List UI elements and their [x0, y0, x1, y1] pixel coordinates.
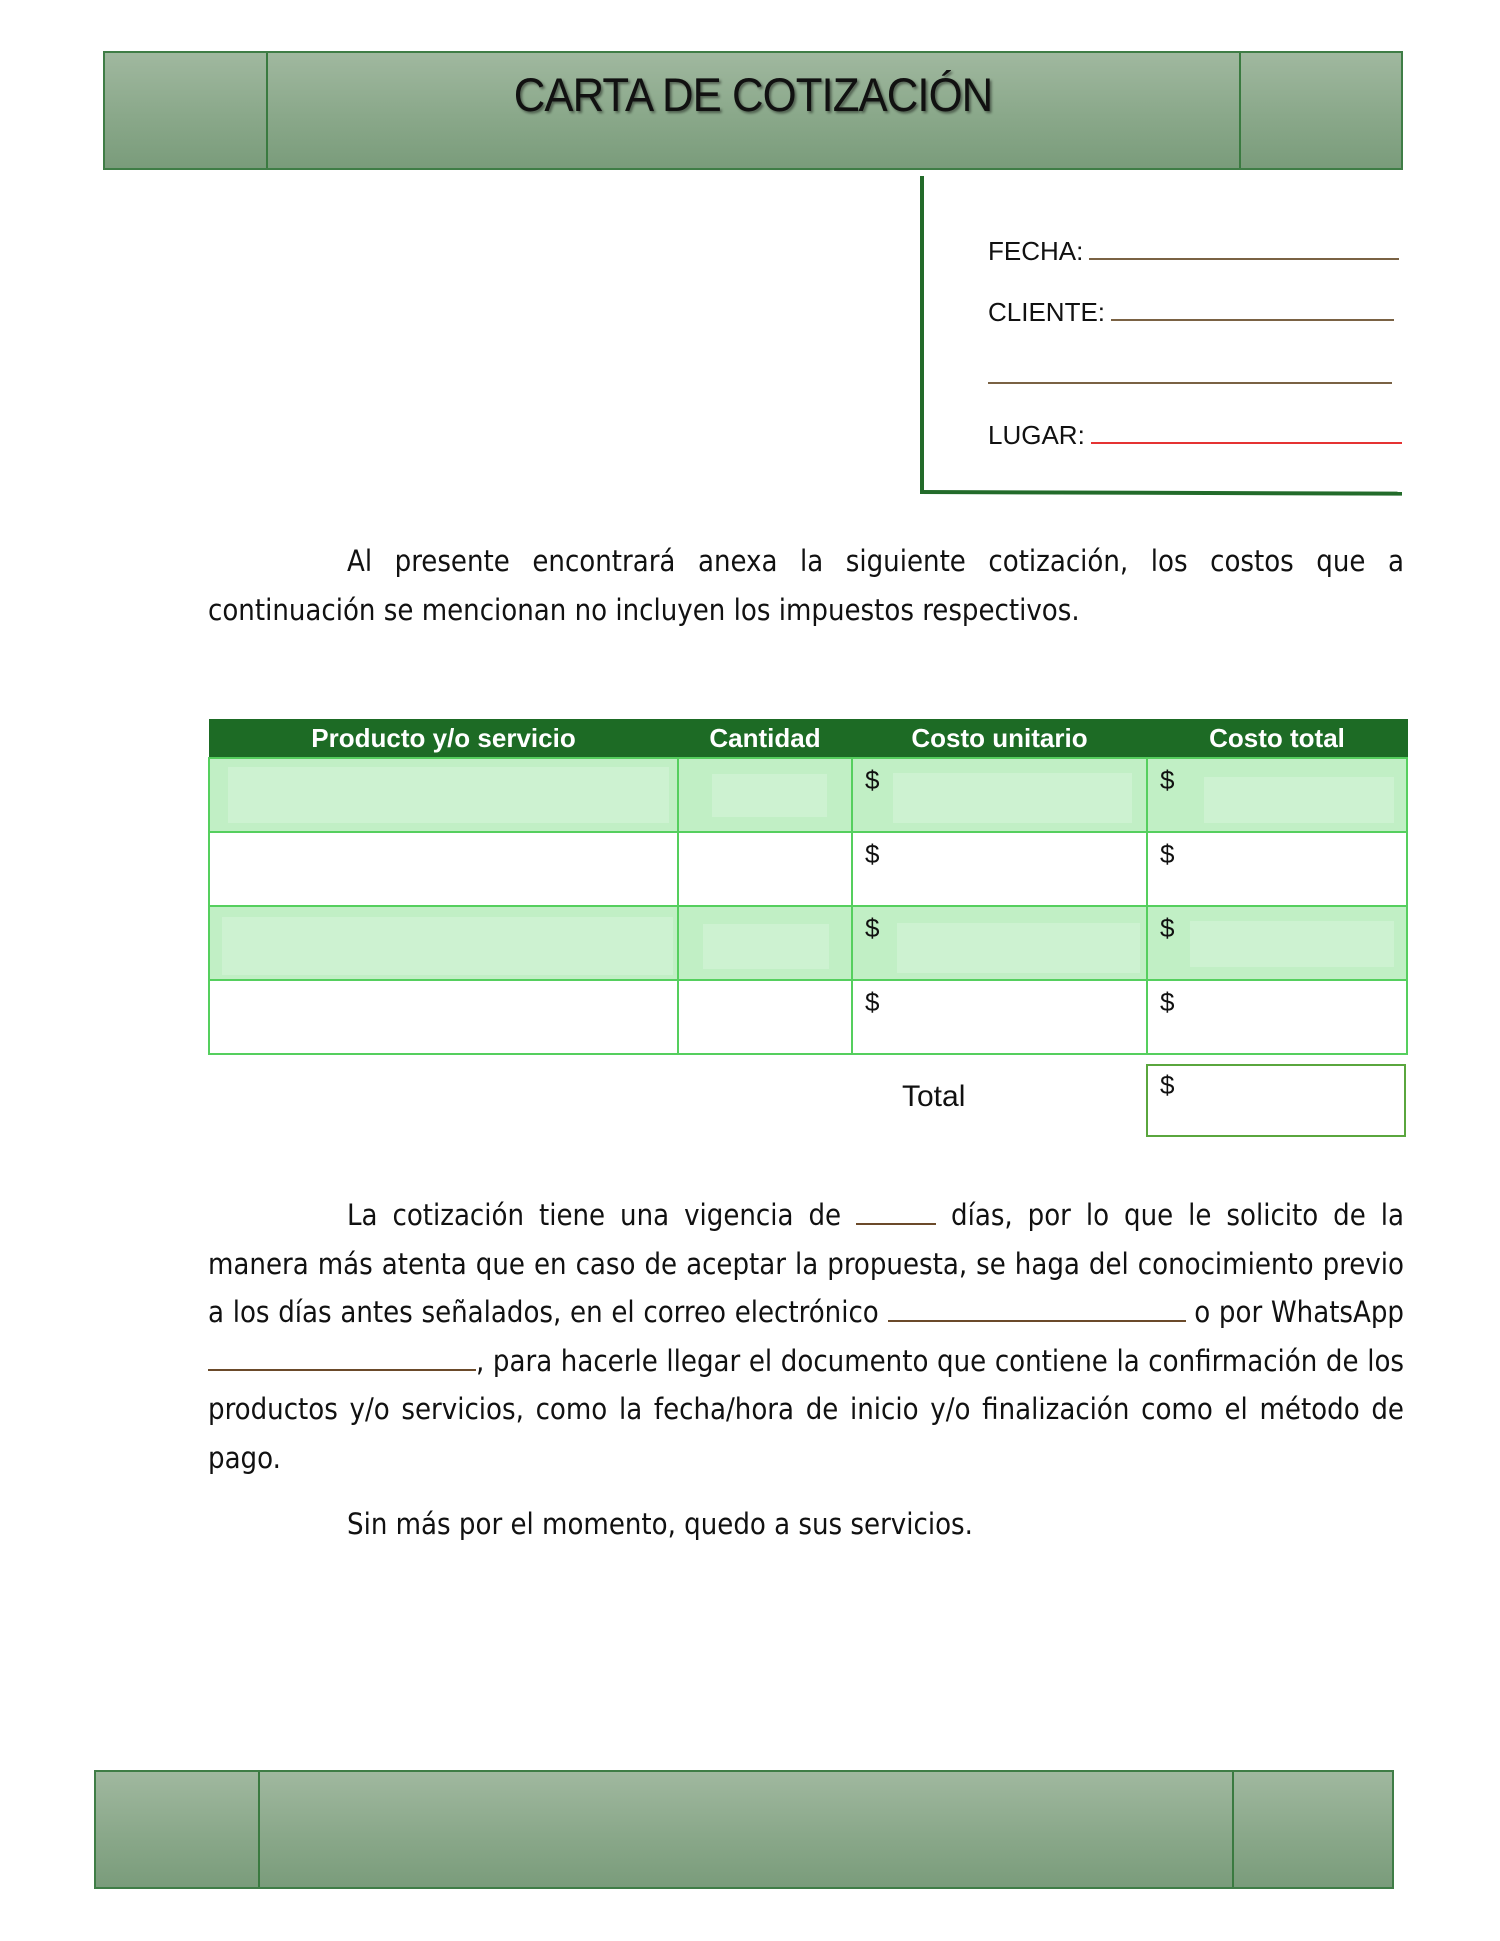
cliente-field[interactable] — [988, 297, 1394, 328]
col-header-cantidad: Cantidad — [678, 720, 852, 759]
cantidad-input[interactable] — [712, 774, 827, 817]
costo-unitario-cell[interactable] — [852, 906, 1147, 980]
costo-unitario-cell[interactable] — [852, 758, 1147, 832]
costo-total-input[interactable] — [1190, 921, 1394, 967]
producto-input[interactable] — [222, 917, 673, 975]
cliente-input-line2[interactable] — [988, 381, 1392, 384]
validity-text-after: días, por lo que le solicito de la manera más atenta que en caso de aceptar la propuesta, se haga del conocimiento previo a los días antes señalados, en el correo electrónico — [208, 1198, 1404, 1329]
costo-total-cell[interactable] — [1147, 832, 1407, 906]
cantidad-cell[interactable] — [678, 758, 852, 832]
producto-cell[interactable] — [209, 906, 678, 980]
table-row — [209, 906, 1407, 980]
currency-symbol: $ — [1160, 765, 1175, 795]
costo-unitario-input[interactable] — [893, 773, 1132, 823]
intro-paragraph — [208, 537, 1404, 634]
currency-symbol: $ — [865, 913, 880, 943]
farewell-text: Sin más por el momento, quedo a sus servicios. — [347, 1507, 973, 1541]
table-row — [209, 980, 1407, 1054]
whatsapp-text: o por WhatsApp — [1194, 1295, 1404, 1329]
cliente-label: CLIENTE: — [988, 297, 1106, 327]
header-band — [103, 51, 1403, 170]
footer-band — [94, 1770, 1394, 1889]
email-input[interactable] — [888, 1319, 1186, 1322]
intro-text: Al presente encontrará anexa la siguiente cotización, los costos que a continuación se mencionan no incluyen los impuestos respectivos. — [208, 544, 1404, 627]
cantidad-input[interactable] — [703, 924, 829, 969]
col-header-producto: Producto y/o servicio — [209, 720, 678, 759]
footer-divider-right — [1232, 1772, 1234, 1887]
currency-symbol: $ — [1160, 913, 1175, 943]
lugar-input[interactable] — [1091, 441, 1402, 444]
currency-symbol: $ — [1160, 987, 1175, 1017]
validity-paragraph — [208, 1191, 1404, 1482]
currency-symbol: $ — [1160, 1070, 1175, 1100]
whatsapp-input[interactable] — [208, 1368, 476, 1371]
total-label: Total — [902, 1080, 966, 1113]
lugar-field[interactable] — [988, 420, 1402, 451]
table-row — [209, 758, 1407, 832]
costo-unitario-cell[interactable] — [852, 980, 1147, 1054]
validity-days-input[interactable] — [856, 1222, 936, 1225]
producto-cell[interactable] — [209, 980, 678, 1054]
cliente-field-line2[interactable] — [988, 360, 1392, 391]
table-header-row — [209, 720, 1407, 759]
producto-cell[interactable] — [209, 758, 678, 832]
fecha-label: FECHA: — [988, 236, 1084, 266]
farewell-paragraph — [208, 1500, 1404, 1549]
table-row — [209, 832, 1407, 906]
footer-divider-left — [258, 1772, 260, 1887]
cantidad-cell[interactable] — [678, 832, 852, 906]
closing-text: , para hacerle llegar el documento que contiene la confirmación de los productos y/o servicios, como la fecha/hora de inicio y/o finalización como el método de pago. — [208, 1343, 1404, 1475]
cantidad-cell[interactable] — [678, 906, 852, 980]
page-title: CARTA DE COTIZACIÓN — [513, 68, 993, 121]
costo-total-cell[interactable] — [1147, 758, 1407, 832]
info-box-left-border — [920, 176, 924, 494]
currency-symbol: $ — [865, 839, 880, 869]
producto-cell[interactable] — [209, 832, 678, 906]
fecha-input[interactable] — [1089, 257, 1399, 260]
info-box-bottom-border — [920, 490, 1402, 496]
lugar-label: LUGAR: — [988, 420, 1085, 450]
costo-total-cell[interactable] — [1147, 980, 1407, 1054]
costo-unitario-cell[interactable] — [852, 832, 1147, 906]
cliente-input[interactable] — [1111, 318, 1394, 321]
cantidad-cell[interactable] — [678, 980, 852, 1054]
col-header-costo-total: Costo total — [1147, 720, 1407, 759]
total-field[interactable] — [1146, 1064, 1406, 1137]
costo-unitario-input[interactable] — [897, 923, 1140, 973]
producto-input[interactable] — [228, 767, 669, 823]
costo-total-input[interactable] — [1204, 777, 1394, 823]
currency-symbol: $ — [1160, 839, 1175, 869]
validity-text-before: La cotización tiene una vigencia de — [347, 1198, 842, 1232]
fecha-field[interactable] — [988, 236, 1399, 267]
col-header-costo-unitario: Costo unitario — [852, 720, 1147, 759]
costo-total-cell[interactable] — [1147, 906, 1407, 980]
currency-symbol: $ — [865, 765, 880, 795]
currency-symbol: $ — [865, 987, 880, 1017]
quote-table — [208, 719, 1408, 1055]
